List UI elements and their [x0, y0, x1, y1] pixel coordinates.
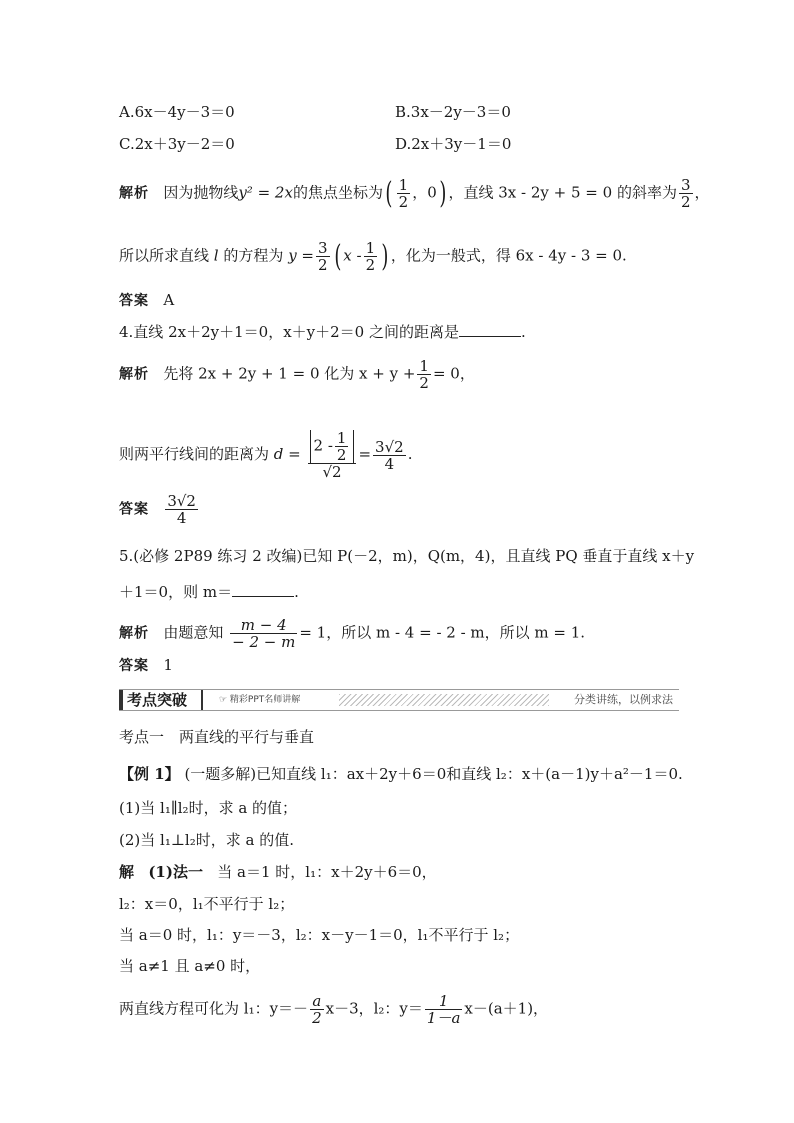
text: . — [294, 583, 299, 601]
text: x－(a＋1)， — [464, 999, 549, 1018]
q4-answer — [119, 493, 200, 526]
q4-distance-line: 则两平行线间的距离为 d = 2 - $\frac{1}{2}$ √2 = $\frac{3√2}{4}$ . — [119, 429, 413, 481]
math: y = — [288, 246, 314, 265]
solution-label: 解 — [119, 863, 135, 881]
text: . — [407, 445, 413, 463]
fraction: $\frac{1}{2}$ — [365, 239, 376, 274]
option-d: D.2x＋3y－1＝0 — [395, 135, 512, 153]
solution-line3: 当 a＝0 时，l₁：y＝－3，l₂：x－y－1＝0，l₁不平行于 l₂； — [119, 926, 520, 944]
q3-answer — [119, 290, 174, 311]
banner-hatch-decoration — [339, 694, 549, 706]
text: 先将 2x + 2y + 1 = 0 化为 x + y + — [163, 364, 416, 383]
fraction: $\frac{a}{2}$ — [312, 992, 322, 1027]
q3-analysis-line2: 所以所求直线 l 的方程为 y = $\frac{3}{2}$ ( x - $\frac{1}{2}$ ) ，化为一般式，得 6x - 4y - 3 = 0. — [119, 238, 627, 274]
analysis-label: 解析 — [119, 185, 149, 202]
banner-title: 考点突破 — [119, 690, 203, 710]
text: 4.直线 2x＋2y＋1＝0，x＋y＋2＝0 之间的距离是 — [119, 323, 459, 341]
text: 所以所求直线 — [119, 246, 210, 265]
answer-value: A — [163, 291, 175, 309]
q4-analysis-line1 — [119, 358, 475, 391]
text: . — [520, 323, 526, 341]
text: = 0， — [432, 364, 475, 383]
text: 因为抛物线 — [163, 183, 239, 202]
text: ，化为一般式，得 6x - 4y - 3 = 0. — [390, 246, 627, 265]
fraction: $\frac{1}{2}$ — [398, 176, 409, 211]
fraction: $\frac{1}{1-a}$ — [426, 992, 461, 1027]
math: x - — [343, 246, 362, 265]
fraction: $\frac{1}{2}$ — [419, 357, 429, 392]
text: 由题意知 — [163, 623, 224, 642]
fraction: $\frac{3√2}{4}$ — [375, 437, 404, 473]
q5-answer — [119, 655, 173, 676]
answer-label: 答案 — [119, 658, 149, 674]
answer-value: 1 — [163, 656, 173, 674]
text: 两直线方程可化为 l₁：y＝－ — [119, 999, 309, 1018]
answer-blank — [459, 322, 521, 337]
banner-tagline: 分类讲练，以例求法 — [574, 693, 673, 706]
example-tag: 【例 1】 — [119, 765, 180, 783]
example1-stem — [119, 764, 683, 784]
section-title: 考点一 两直线的平行与垂直 — [119, 728, 315, 746]
q5-analysis — [119, 617, 585, 650]
answer-fraction: $\frac{3√2}{4}$ — [167, 492, 196, 527]
solution-line1 — [119, 862, 437, 882]
section-banner — [119, 689, 679, 711]
fraction: $\frac{3}{2}$ — [680, 176, 691, 211]
q5-stem-line2 — [119, 582, 299, 602]
text: 当 a＝1 时，l₁：x＋2y＋6＝0， — [217, 863, 437, 881]
answer-label: 答案 — [119, 501, 149, 518]
banner-subtitle: ☞ 精彩PPT名师讲解 — [219, 695, 301, 705]
option-a: A.6x－4y－3＝0 — [119, 103, 235, 121]
distance-fraction: 2 - $\frac{1}{2}$ √2 — [308, 430, 357, 480]
text: x－3，l₂：y＝ — [325, 999, 423, 1018]
math: d = — [273, 445, 301, 463]
math: l — [213, 246, 219, 265]
text: ，直线 3x - 2y + 5 = 0 的斜率为 — [448, 183, 677, 202]
q4-stem — [119, 322, 526, 342]
option-b: B.3x－2y－3＝0 — [395, 103, 511, 121]
text: 的方程为 — [223, 246, 284, 265]
solution-line2: l₂：x＝0，l₁不平行于 l₂； — [119, 895, 295, 913]
method-label: (1)法一 — [148, 863, 203, 881]
text: 0 — [427, 183, 437, 202]
example1-q2: (2)当 l₁⊥l₂时，求 a 的值. — [119, 831, 294, 849]
text: (一题多解)已知直线 l₁：ax＋2y＋6＝0和直线 l₂：x＋(a－1)y＋a²－1＝0. — [184, 765, 683, 783]
analysis-label: 解析 — [119, 366, 149, 383]
answer-blank — [232, 582, 294, 597]
example1-q1: (1)当 l₁∥l₂时，求 a 的值； — [119, 799, 298, 817]
analysis-label: 解析 — [119, 625, 149, 642]
text: = 1，所以 m - 4 = - 2 - m，所以 m = 1. — [299, 623, 586, 642]
solution-line4: 当 a≠1 且 a≠0 时， — [119, 957, 261, 975]
answer-label: 答案 — [119, 293, 149, 309]
fraction: $\frac{m - 4}{- 2 - m}$ — [232, 616, 296, 651]
fraction: $\frac{3}{2}$ — [318, 239, 328, 274]
q3-analysis-line1: 解析 因为抛物线y² = 2x的焦点坐标为( $\frac{1}{2}$ ，0) ，直线 3x - 2y + 5 = 0 的斜率为 $\frac{3}{2}$ ， — [119, 175, 710, 211]
solution-line5 — [119, 993, 548, 1026]
text: ＋1＝0，则 m＝ — [119, 583, 233, 601]
math: y² = 2x — [238, 183, 293, 202]
text: 则两平行线间的距离为 — [119, 445, 270, 463]
option-c: C.2x＋3y－2＝0 — [119, 135, 235, 153]
q5-stem-line1: 5.(必修 2P89 练习 2 改编)已知 P(－2，m)，Q(m，4)，且直线 PQ 垂直于直线 x＋y — [119, 547, 695, 565]
text: 的焦点坐标为 — [292, 183, 383, 202]
